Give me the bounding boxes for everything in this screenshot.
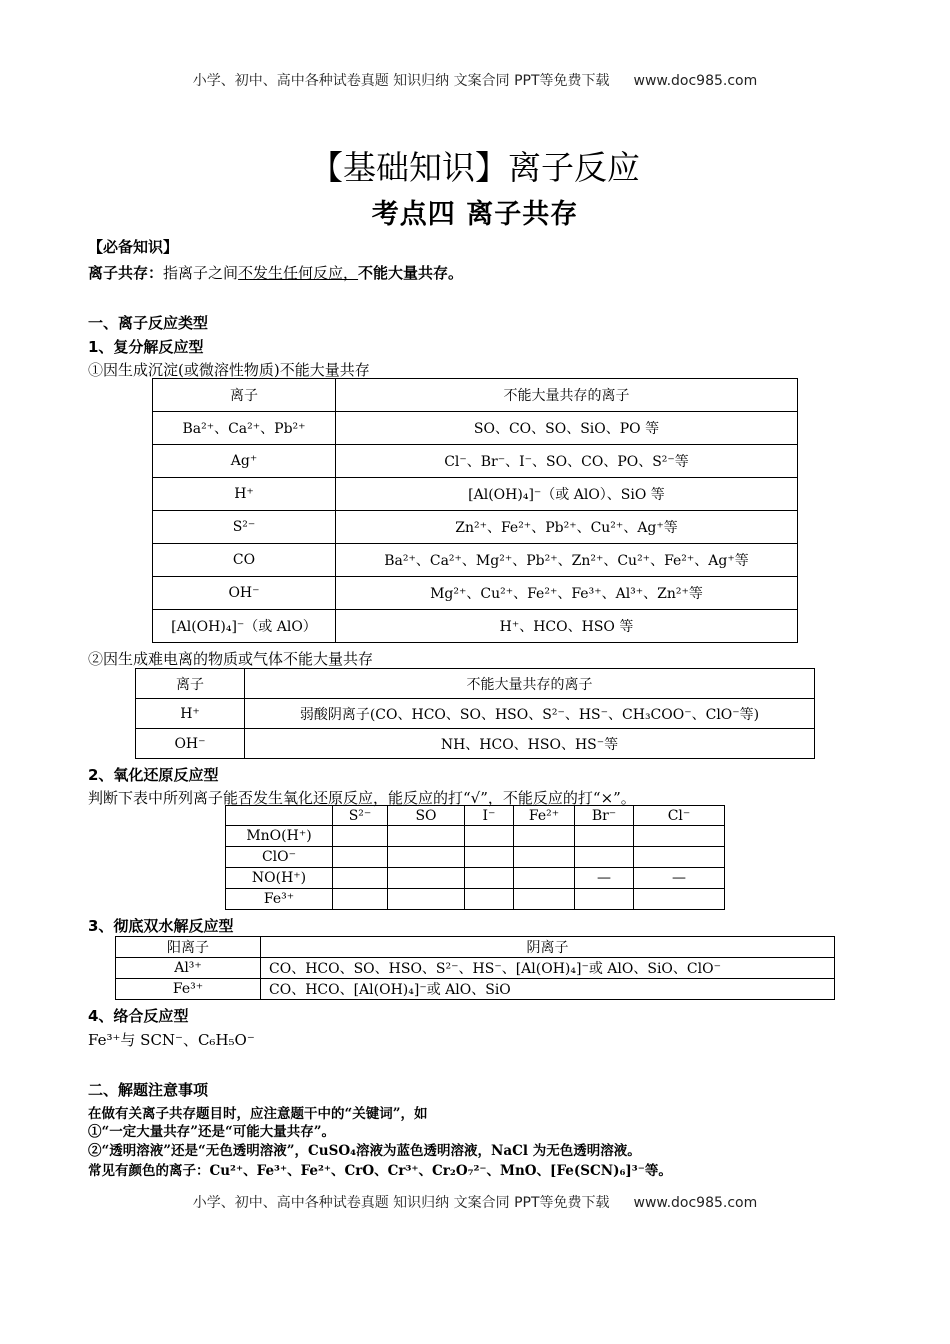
table-header: 阳离子 (116, 937, 261, 958)
table-header: I⁻ (465, 806, 514, 826)
answer-cell[interactable] (333, 889, 388, 910)
table-cell: Fe³⁺ (116, 979, 261, 1000)
answer-cell[interactable] (514, 868, 575, 889)
table-header: Cl⁻ (634, 806, 725, 826)
header-url[interactable]: www.doc985.com (633, 73, 758, 89)
answer-cell[interactable] (465, 826, 514, 847)
table-cell: Fe³⁺ (226, 889, 333, 910)
redox-table (225, 805, 725, 910)
answer-cell[interactable] (634, 826, 725, 847)
definition-label: 离子共存： (88, 264, 164, 282)
table-cell: ClO⁻ (226, 847, 333, 868)
table-cell: NH、HCO、HSO、HS⁻等 (245, 729, 815, 759)
precipitate-table (152, 378, 798, 643)
table-cell: H⁺ (136, 699, 245, 729)
table-cell: [Al(OH)₄]⁻（或 AlO） (153, 610, 336, 643)
page-subtitle: 考点四 离子共存 (371, 199, 579, 230)
answer-cell[interactable] (388, 889, 465, 910)
definition-line (88, 262, 463, 283)
answer-cell[interactable] (333, 826, 388, 847)
table-cell: NO(H⁺) (226, 868, 333, 889)
table-cell: CO、HCO、[Al(OH)₄]⁻或 AlO、SiO (261, 979, 835, 1000)
answer-cell[interactable] (514, 889, 575, 910)
footer-url[interactable]: www.doc985.com (633, 1195, 758, 1211)
answer-cell[interactable] (465, 847, 514, 868)
page-header (0, 70, 950, 90)
weak-electrolyte-table (135, 668, 815, 759)
definition-text: 指离子之间 (163, 264, 239, 282)
table-cell: OH⁻ (153, 577, 336, 610)
table-cell: — (634, 868, 725, 889)
footer-text: 小学、初中、高中各种试卷真题 知识归纳 文案合同 PPT等免费下载 (192, 1195, 610, 1211)
table-cell: Al³⁺ (116, 958, 261, 979)
required-knowledge-heading: 【必备知识】 (88, 238, 179, 256)
case2-text: ②因生成难电离的物质或气体不能大量共存 (88, 650, 374, 668)
table-cell: H⁺、HCO、HSO 等 (336, 610, 798, 643)
sub2-heading: 2、氧化还原反应型 (88, 766, 219, 784)
answer-cell[interactable] (575, 847, 634, 868)
sub1-heading: 1、复分解反应型 (88, 338, 204, 356)
table-header: 阴离子 (261, 937, 835, 958)
definition-bold-end: 不能大量共存。 (358, 264, 464, 282)
page-footer (0, 1192, 950, 1212)
instruction-text: 判断下表中所列离子能否发生氧化还原反应，能反应的打“√”，不能反应的打“×”。 (88, 789, 636, 807)
table-header: Br⁻ (575, 806, 634, 826)
page-title: 【基础知识】离子反应 (310, 148, 640, 187)
table-header: 离子 (136, 669, 245, 699)
answer-cell[interactable] (634, 889, 725, 910)
table-cell: — (575, 868, 634, 889)
answer-cell[interactable] (465, 889, 514, 910)
table-header: Fe²⁺ (514, 806, 575, 826)
table-cell: MnO(H⁺) (226, 826, 333, 847)
sub4-heading: 4、络合反应型 (88, 1007, 189, 1025)
answer-cell[interactable] (333, 847, 388, 868)
table-cell: 弱酸阴离子(CO、HCO、SO、HSO、S²⁻、HS⁻、CH₃COO⁻、ClO⁻等) (245, 699, 815, 729)
table-cell: Zn²⁺、Fe²⁺、Pb²⁺、Cu²⁺、Ag⁺等 (336, 511, 798, 544)
case1-text: ①因生成沉淀(或微溶性物质)不能大量共存 (88, 361, 370, 379)
table-cell: Ba²⁺、Ca²⁺、Mg²⁺、Pb²⁺、Zn²⁺、Cu²⁺、Fe²⁺、Ag⁺等 (336, 544, 798, 577)
header-text: 小学、初中、高中各种试卷真题 知识归纳 文案合同 PPT等免费下载 (192, 73, 610, 89)
section2-heading: 二、解题注意事项 (88, 1081, 209, 1099)
note-line: 常见有颜色的离子：Cu²⁺、Fe³⁺、Fe²⁺、CrO、Cr³⁺、Cr₂O₇²⁻、MnO、[Fe(SCN)₆]³⁻等。 (88, 1163, 672, 1179)
sub3-heading: 3、彻底双水解反应型 (88, 917, 234, 935)
answer-cell[interactable] (465, 868, 514, 889)
table-cell: [Al(OH)₄]⁻（或 AlO）、SiO 等 (336, 478, 798, 511)
answer-cell[interactable] (514, 826, 575, 847)
table-cell: SO、CO、SO、SiO、PO 等 (336, 412, 798, 445)
table-header: 不能大量共存的离子 (336, 379, 798, 412)
note-line: 在做有关离子共存题目时，应注意题干中的“关键词”，如 (88, 1106, 428, 1122)
note-line: ①“一定大量共存”还是“可能大量共存”。 (88, 1124, 336, 1140)
table-cell: Ag⁺ (153, 445, 336, 478)
hydrolysis-table (115, 936, 835, 1000)
answer-cell[interactable] (575, 889, 634, 910)
table-header: SO (388, 806, 465, 826)
complex-text: Fe³⁺与 SCN⁻、C₆H₅O⁻ (88, 1031, 255, 1049)
table-header: S²⁻ (333, 806, 388, 826)
section1-heading: 一、离子反应类型 (88, 314, 209, 332)
table-cell: H⁺ (153, 478, 336, 511)
answer-cell[interactable] (514, 847, 575, 868)
table-cell: S²⁻ (153, 511, 336, 544)
table-cell: OH⁻ (136, 729, 245, 759)
table-cell: Mg²⁺、Cu²⁺、Fe²⁺、Fe³⁺、Al³⁺、Zn²⁺等 (336, 577, 798, 610)
table-cell: CO (153, 544, 336, 577)
answer-cell[interactable] (388, 847, 465, 868)
table-cell: Cl⁻、Br⁻、I⁻、SO、CO、PO、S²⁻等 (336, 445, 798, 478)
answer-cell[interactable] (388, 826, 465, 847)
table-header (226, 806, 333, 826)
answer-cell[interactable] (575, 826, 634, 847)
answer-cell[interactable] (634, 847, 725, 868)
table-cell: Ba²⁺、Ca²⁺、Pb²⁺ (153, 412, 336, 445)
answer-cell[interactable] (333, 868, 388, 889)
table-header: 离子 (153, 379, 336, 412)
definition-underlined: 不发生任何反应， (238, 264, 359, 282)
answer-cell[interactable] (388, 868, 465, 889)
table-cell: CO、HCO、SO、HSO、S²⁻、HS⁻、[Al(OH)₄]⁻或 AlO、SiO、ClO⁻ (261, 958, 835, 979)
note-line: ②“透明溶液”还是“无色透明溶液”，CuSO₄溶液为蓝色透明溶液，NaCl 为无色透明溶液。 (88, 1143, 641, 1159)
table-header: 不能大量共存的离子 (245, 669, 815, 699)
